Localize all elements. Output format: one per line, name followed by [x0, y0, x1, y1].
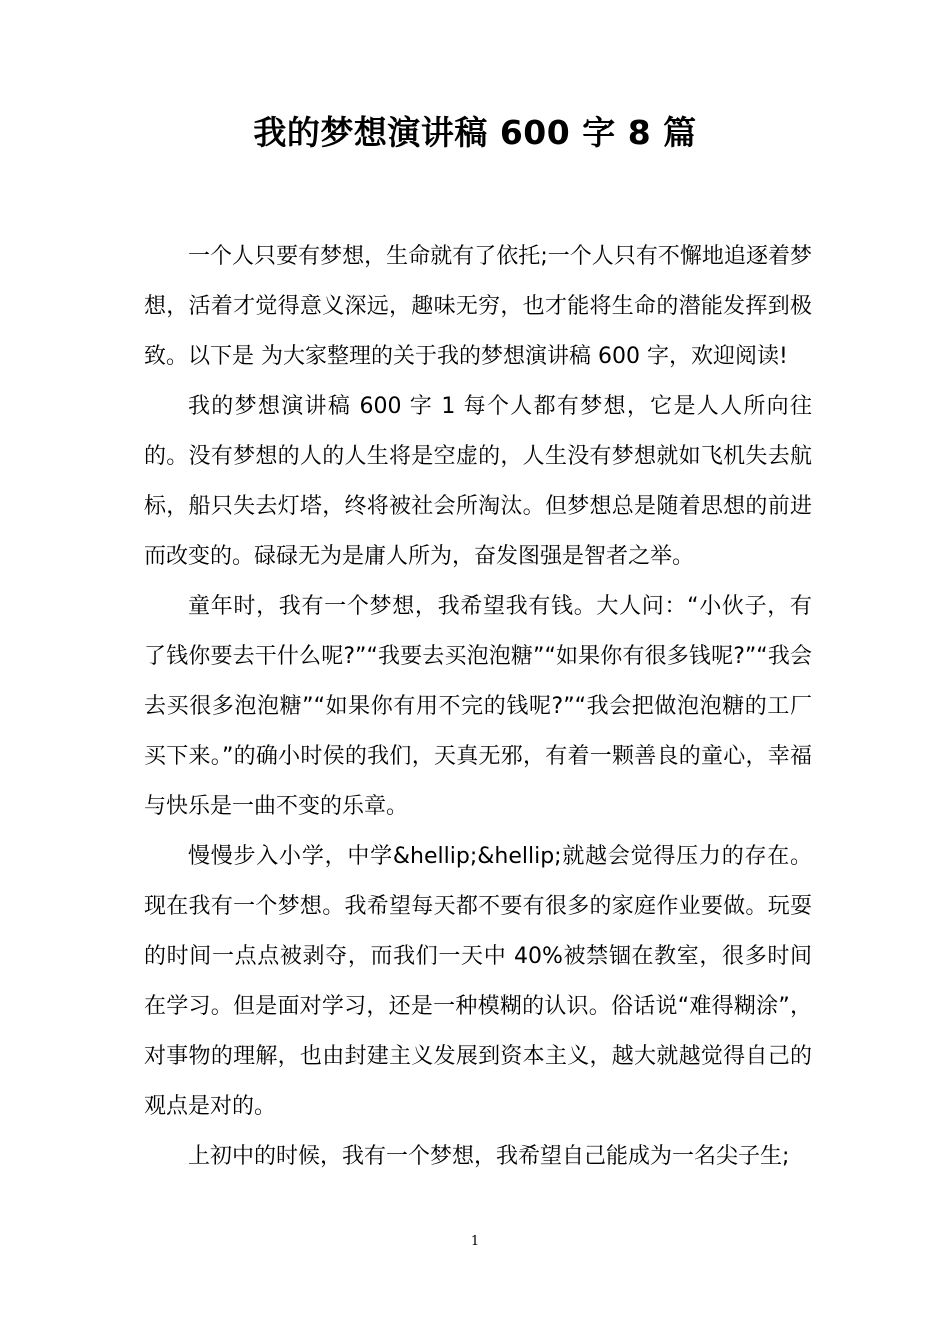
paragraph-junior-high: 上初中的时候，我有一个梦想，我希望自己能成为一名尖子生;: [188, 1144, 790, 1169]
document-title: 我的梦想演讲稿 600 字 8 篇: [253, 113, 697, 152]
paragraph-childhood: 童年时，我有一个梦想，我希望我有钱。大人问：“小伙子，有了钱你要去干什么呢?”“我要去买泡泡糖”“如果你有很多钱呢?”“我会去买很多泡泡糖”“如果你有用不完的钱呢?”“我会把做泡泡糖的工厂买下来。”的确小时侯的我们，天真无邪，有着一颗善良的童心，幸福与快乐是一曲不变的乐章。: [144, 594, 812, 819]
paragraph-speech-1: 我的梦想演讲稿 600 字 1 每个人都有梦想，它是人人所向往的。没有梦想的人的人生将是空虚的，人生没有梦想就如飞机失去航标，船只失去灯塔，终将被社会所淘汰。但梦想总是随着思想的前进而改变的。碌碌无为是庸人所为，奋发图强是智者之举。: [144, 394, 812, 569]
page-number: 1: [470, 1234, 480, 1249]
paragraph-intro: 一个人只要有梦想，生命就有了依托;一个人只有不懈地追逐着梦想，活着才觉得意义深远，趣味无穷，也才能将生命的潜能发挥到极致。以下是 为大家整理的关于我的梦想演讲稿 600 字，欢迎阅读!: [144, 244, 812, 369]
document-body: [144, 232, 812, 1182]
paragraph-school: 慢慢步入小学，中学&hellip;&hellip;就越会觉得压力的存在。现在我有一个梦想。我希望每天都不要有很多的家庭作业要做。玩耍的时间一点点被剥夺，而我们一天中 40%被禁锢在教室，很多时间在学习。但是面对学习，还是一种模糊的认识。俗话说“难得糊涂”，对事物的理解，也由封建主义发展到资本主义，越大就越觉得自己的观点是对的。: [144, 844, 812, 1119]
